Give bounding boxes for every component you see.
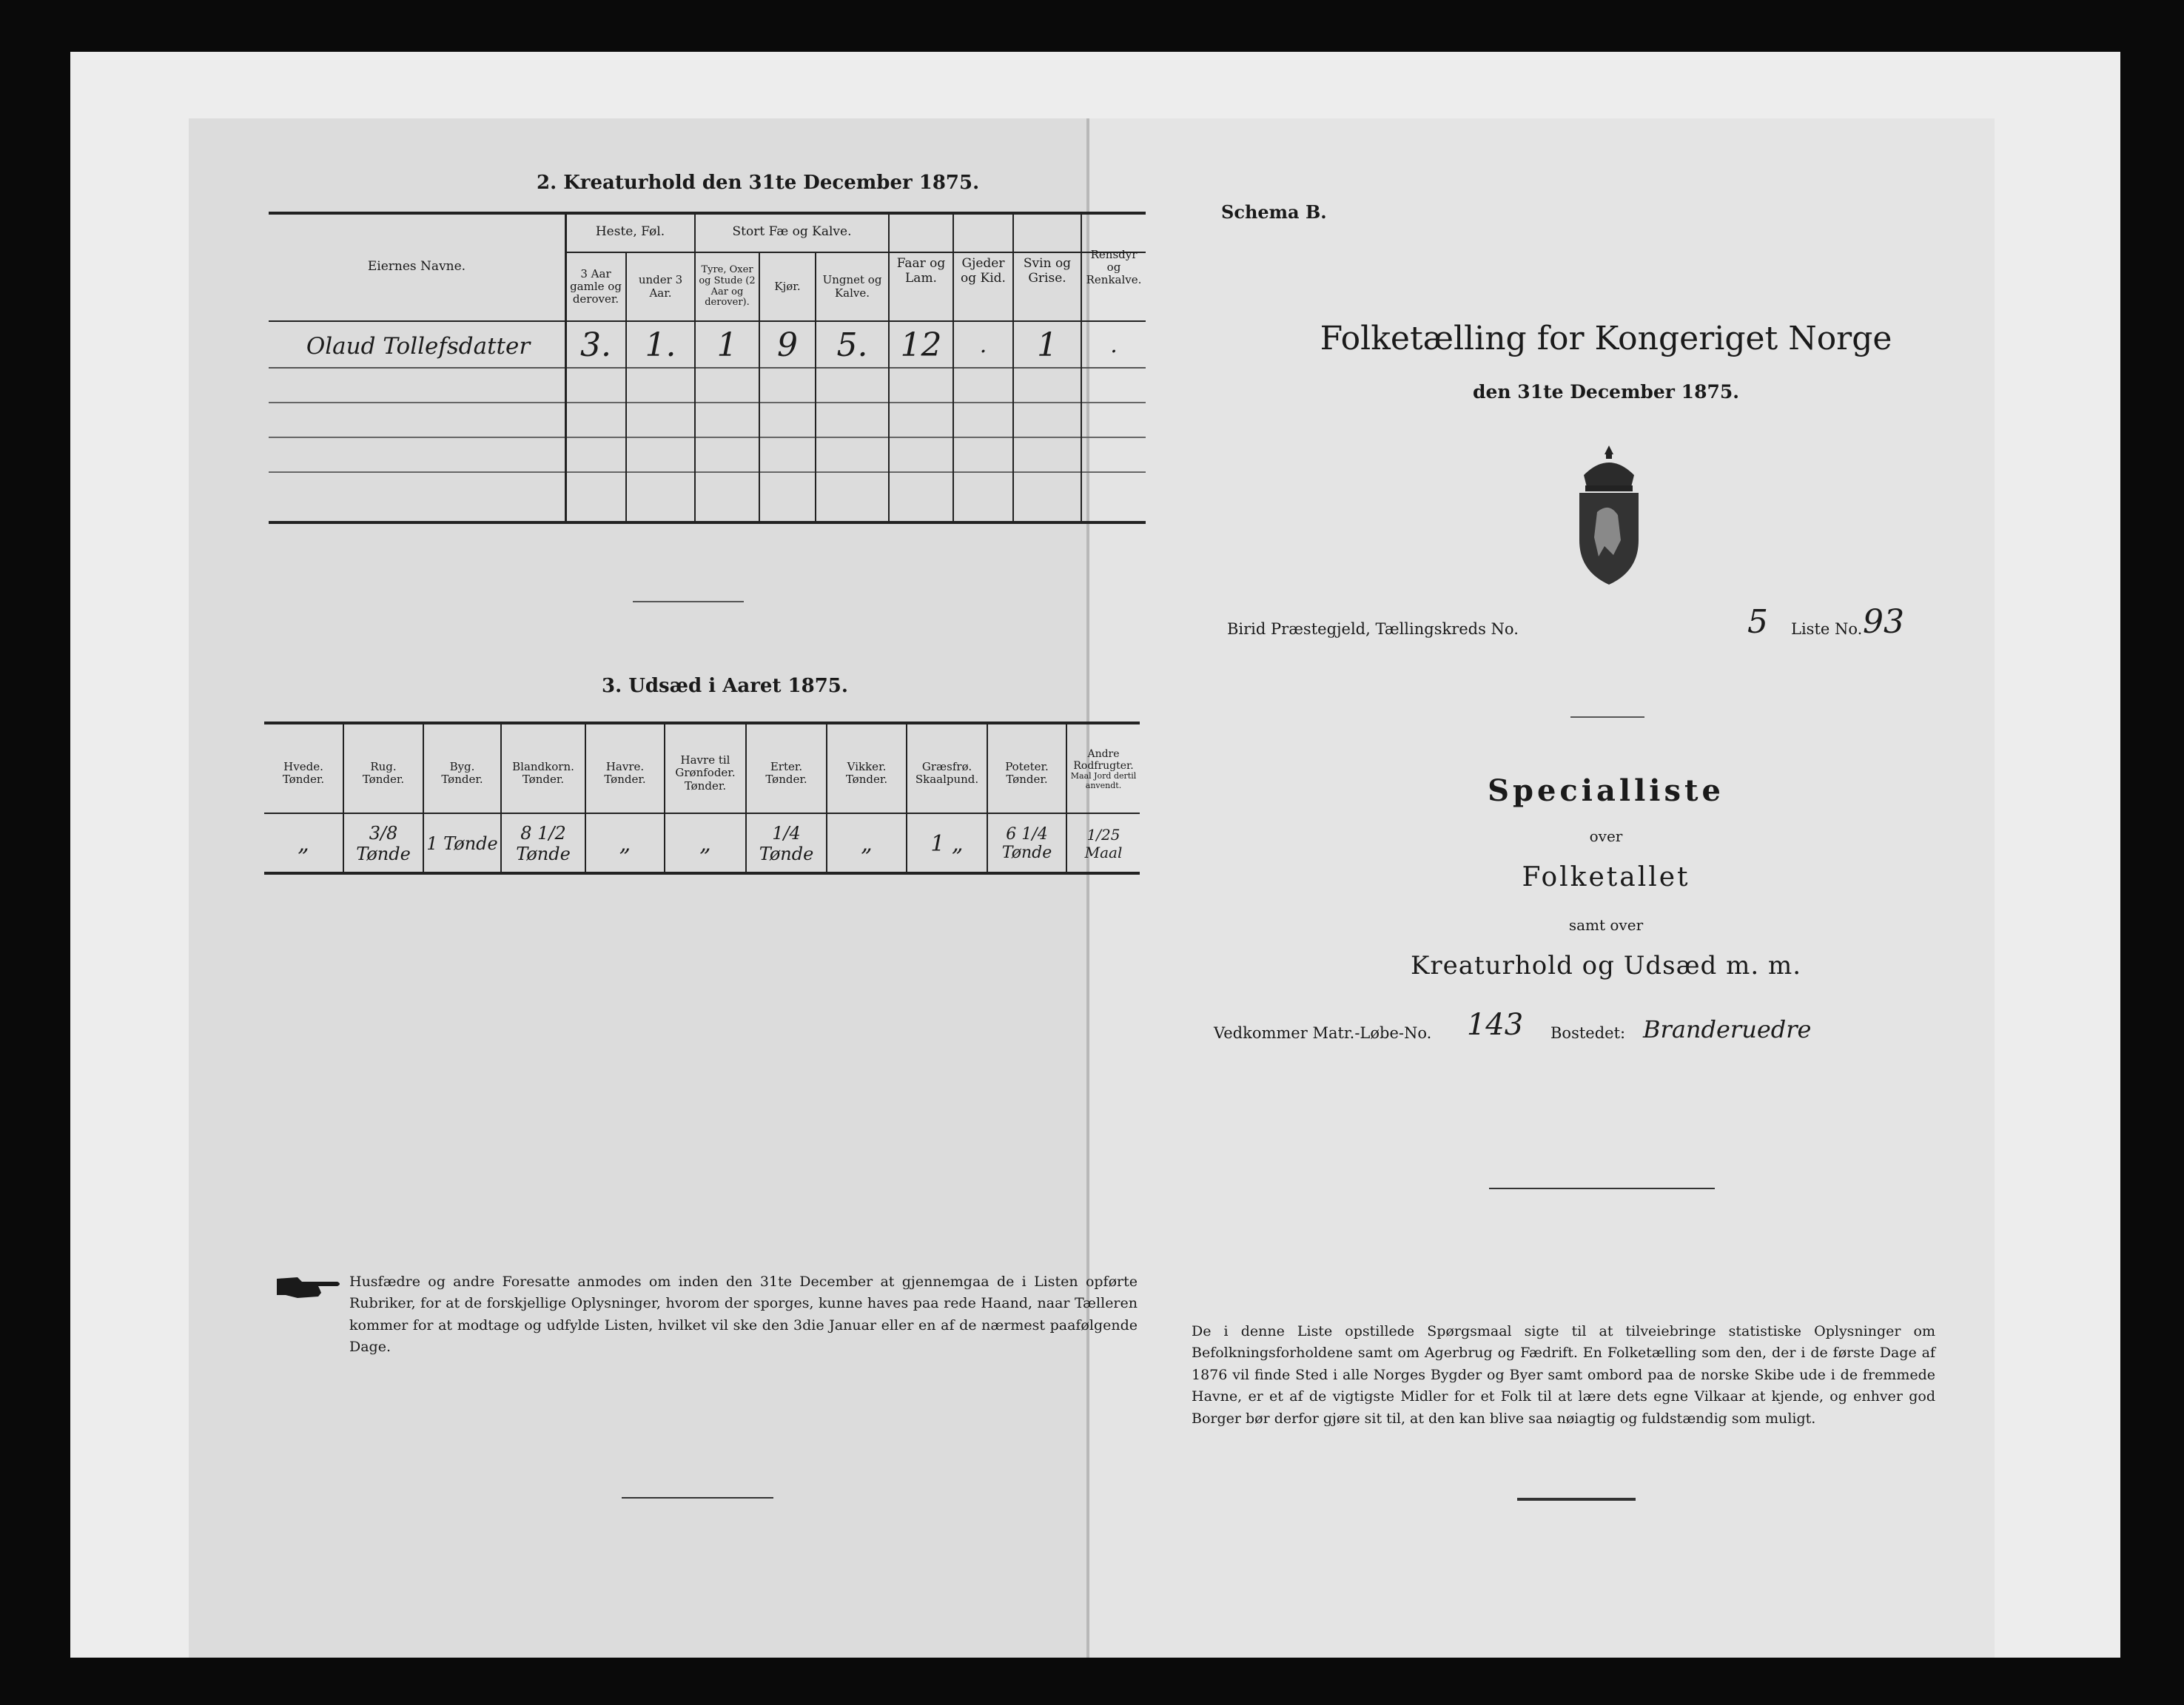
sow-header-0: Hvede. Tønder. (282, 759, 325, 786)
matr-label: Vedkommer Matr.-Løbe-No. (1214, 1024, 1432, 1042)
value-faar: 12 (900, 326, 942, 364)
sow-value-2: 1 Tønde (426, 833, 498, 854)
signature-line (1489, 1188, 1715, 1189)
census-date: den 31te December 1875. (1473, 381, 1739, 403)
bottom-rule-right (1517, 1498, 1636, 1501)
sow-header-5: Havre til Grønfoder. Tønder. (675, 753, 736, 793)
value-stort-b: 9 (777, 326, 798, 364)
header-heste-b: under 3 Aar. (638, 273, 683, 300)
folketallet: Folketallet (1522, 862, 1690, 892)
liste-label: Liste No. (1791, 620, 1863, 638)
sow-value-9: 6 1/4 Tønde (1001, 825, 1052, 862)
divider (633, 601, 744, 602)
coat-of-arms-icon (1575, 444, 1643, 588)
value-heste-a: 3. (580, 326, 611, 364)
value-heste-b: 1. (645, 326, 676, 364)
value-rensdyr: . (1110, 332, 1118, 358)
liste-no: 93 (1863, 603, 1904, 641)
matr-no: 143 (1466, 1008, 1524, 1042)
bosted-value: Branderuedre (1643, 1015, 1812, 1043)
sow-header-7: Vikker. Tønder. (845, 759, 888, 786)
samt-over: samt over (1568, 916, 1644, 934)
sow-header-8: Græsfrø. Skaalpund. (915, 759, 979, 786)
header-heste: Heste, Føl. (595, 224, 665, 240)
value-stort-c: 5. (836, 326, 868, 364)
sow-value-6: 1/4 Tønde (759, 823, 814, 864)
sow-value-0: „ (298, 830, 309, 857)
bottom-rule-left (622, 1497, 773, 1499)
header-svin: Svin og Grise. (1023, 255, 1072, 286)
over-1: over (1589, 827, 1623, 845)
sow-value-5: „ (699, 830, 711, 857)
value-svin: 1 (1037, 326, 1058, 364)
sow-header-4: Havre. Tønder. (604, 759, 646, 786)
sow-value-1: 3/8 Tønde (356, 823, 411, 864)
census-title: Folketælling for Kongeriget Norge (1320, 320, 1892, 357)
header-owner: Eiernes Navne. (367, 258, 466, 274)
header-rensdyr: Rensdyr og Renkalve. (1086, 247, 1142, 287)
value-gjeder: . (979, 332, 987, 358)
specialliste-title: Specialliste (1488, 773, 1724, 808)
sow-header-1: Rug. Tønder. (362, 759, 405, 786)
bosted-label: Bostedet: (1550, 1024, 1626, 1042)
section2-title: 2. Kreaturhold den 31te December 1875. (537, 172, 980, 194)
header-stort-b: Kjør. (774, 279, 801, 293)
sow-value-8: 1 „ (930, 830, 964, 857)
header-gjeder: Gjeder og Kid. (961, 255, 1006, 286)
footnote-text: Husfædre og andre Foresatte anmodes om inden den 31te December at gjennemgaa de i Listen opførte Rubriker, for at de forskjellige Oplysninger, hvorom der sporges, kunne haves paa rede Haand, naar Tælleren kommer for at modtage og udfylde Listen, hvilket vil ske den 3die Januar eller en af de nærmest paafølgende Dage. (349, 1274, 1138, 1356)
divider (1570, 716, 1644, 718)
header-faar: Faar og Lam. (896, 255, 946, 286)
section3-title: 3. Udsæd i Aaret 1875. (602, 675, 848, 697)
info-paragraph: De i denne Liste opstillede Spørgsmaal sigte til at tilveiebringe statistiske Oplysninger om Befolkningsforholdene samt om Agerbrug og Fædrift. En Folketælling som den, der i de første Dage af 1876 vil finde Sted i alle Norges Bygder og Byer samt ombord paa de norske Skibe ude i de fremmede Havne, er et af de vigtigste Midler for et Folk til at lære dets egne Vilkaar at kjende, og enhver god Borger bør derfor gjøre sit til, at den kan blive saa nøiagtig og fuldstændig som muligt. (1192, 1323, 1935, 1427)
header-stort-a: Tyre, Oxer og Stude (2 Aar og derover). (699, 263, 756, 309)
sow-value-3: 8 1/2 Tønde (516, 823, 571, 864)
sow-header-6: Erter. Tønder. (765, 759, 807, 786)
owner-name: Olaud Tollefsdatter (306, 333, 531, 360)
sow-header-3: Blandkorn. Tønder. (512, 759, 574, 786)
value-stort-a: 1 (716, 326, 738, 364)
sow-value-7: „ (861, 830, 873, 857)
sow-header-2: Byg. Tønder. (441, 759, 483, 786)
header-stort: Stort Fæ og Kalve. (732, 224, 852, 240)
sow-value-10: 1/25 Maal (1084, 826, 1123, 861)
header-stort-c: Ungnet og Kalve. (822, 273, 882, 300)
pointing-hand-icon (275, 1273, 342, 1302)
prestegjeld-label: Birid Præstegjeld, Tællingskreds No. (1227, 620, 1519, 638)
krets-no: 5 (1747, 603, 1768, 641)
sow-header-10: Andre Rodfrugter. Maal Jord dertil anvendt. (1070, 748, 1137, 791)
sow-header-9: Poteter. Tønder. (1005, 759, 1049, 786)
sow-value-4: „ (619, 830, 631, 857)
schema-label: Schema B. (1221, 201, 1327, 223)
header-heste-a: 3 Aar gamle og derover. (570, 266, 622, 306)
kreaturhold-title: Kreaturhold og Udsæd m. m. (1410, 951, 1801, 981)
